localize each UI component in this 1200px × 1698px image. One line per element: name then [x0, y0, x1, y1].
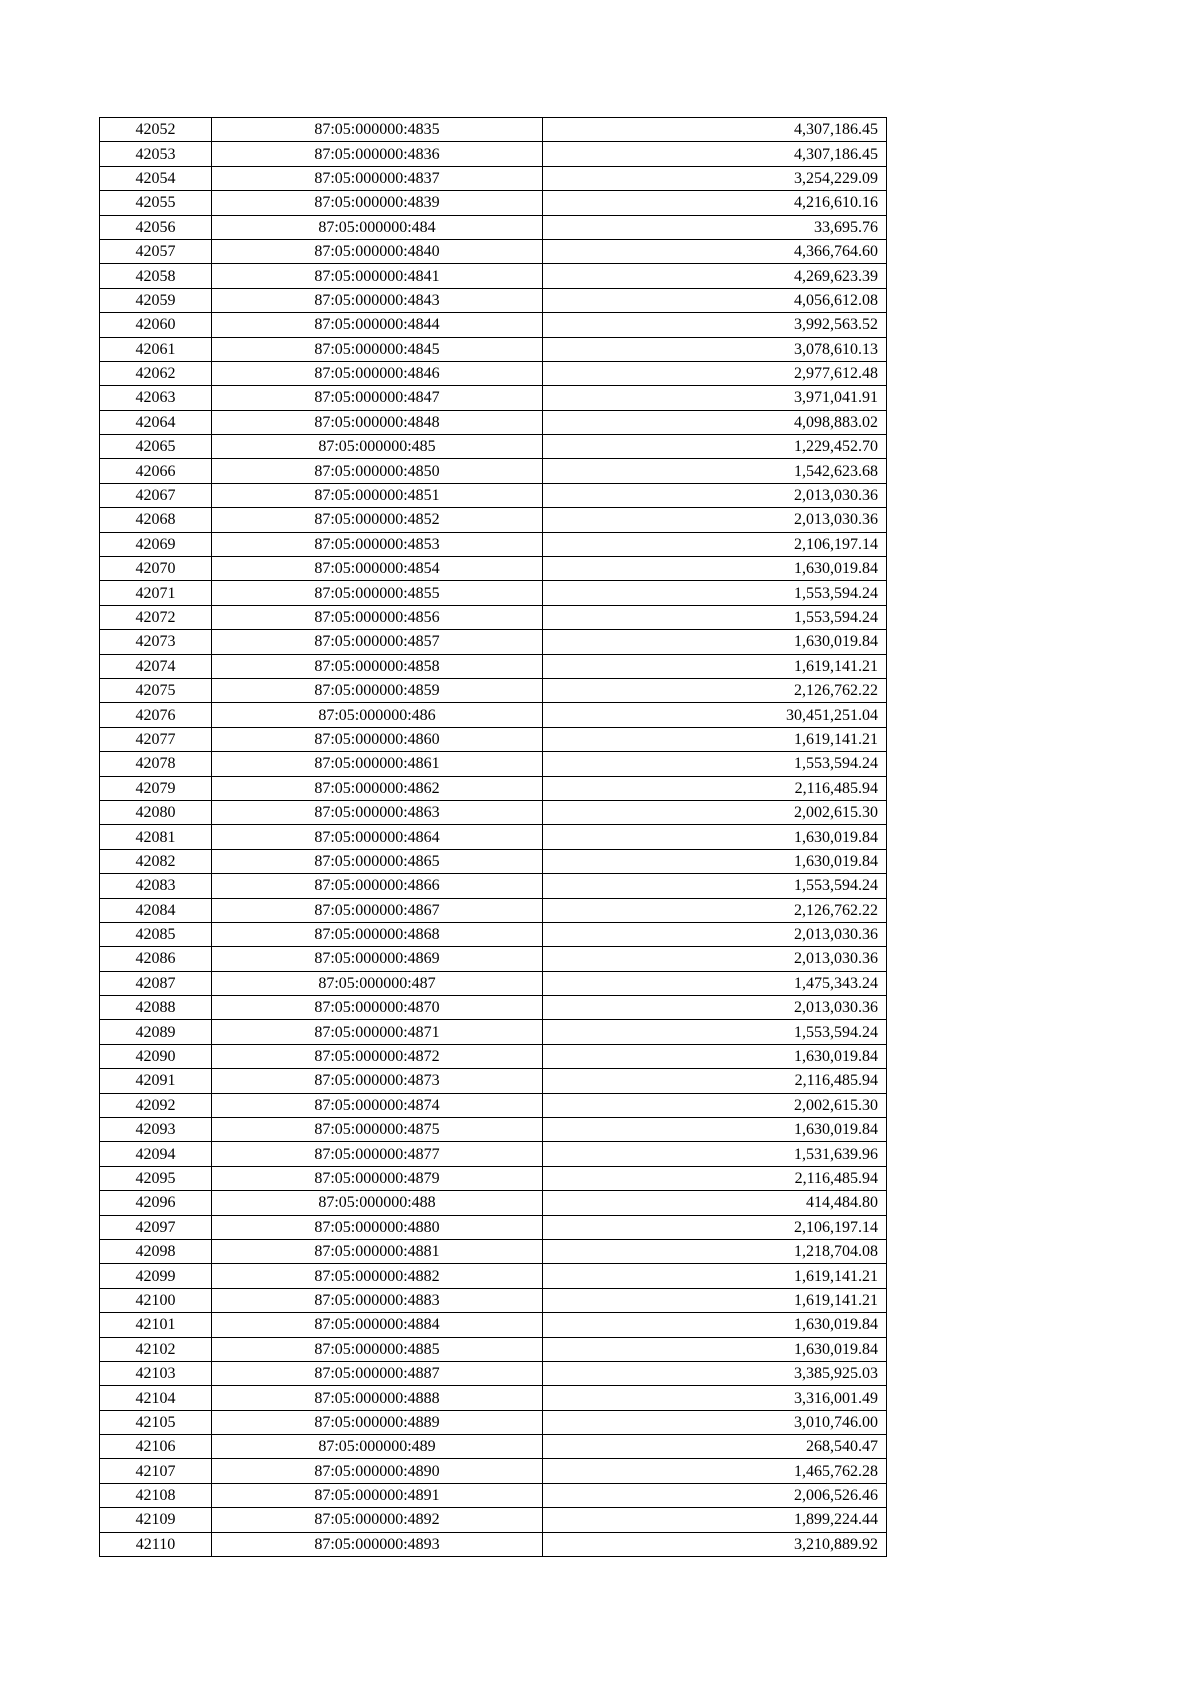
- value-cell: 1,475,343.24: [543, 971, 887, 995]
- cadastral-number-cell: 87:05:000000:487: [212, 971, 543, 995]
- table-row: [100, 191, 887, 215]
- cadastral-number-cell: 87:05:000000:4843: [212, 288, 543, 312]
- cadastral-number-cell: 87:05:000000:4867: [212, 898, 543, 922]
- row-number-cell: 42078: [100, 752, 212, 776]
- value-cell: 2,116,485.94: [543, 776, 887, 800]
- table-row: [100, 1044, 887, 1068]
- cadastral-number-cell: 87:05:000000:4845: [212, 337, 543, 361]
- cadastral-number-cell: 87:05:000000:4851: [212, 483, 543, 507]
- cadastral-number-cell: 87:05:000000:4848: [212, 410, 543, 434]
- cadastral-number-cell: 87:05:000000:4887: [212, 1361, 543, 1385]
- value-cell: 30,451,251.04: [543, 703, 887, 727]
- table-row: [100, 1239, 887, 1263]
- value-cell: 268,540.47: [543, 1435, 887, 1459]
- value-cell: 3,316,001.49: [543, 1386, 887, 1410]
- value-cell: 1,630,019.84: [543, 557, 887, 581]
- table-row: [100, 1093, 887, 1117]
- value-cell: 1,531,639.96: [543, 1142, 887, 1166]
- value-cell: 4,366,764.60: [543, 239, 887, 263]
- row-number-cell: 42093: [100, 1118, 212, 1142]
- cadastral-number-cell: 87:05:000000:4841: [212, 264, 543, 288]
- row-number-cell: 42102: [100, 1337, 212, 1361]
- value-cell: 1,630,019.84: [543, 1337, 887, 1361]
- table-row: [100, 288, 887, 312]
- row-number-cell: 42090: [100, 1044, 212, 1068]
- cadastral-number-cell: 87:05:000000:4858: [212, 654, 543, 678]
- row-number-cell: 42086: [100, 947, 212, 971]
- row-number-cell: 42058: [100, 264, 212, 288]
- value-cell: 1,619,141.21: [543, 1264, 887, 1288]
- value-cell: 1,542,623.68: [543, 459, 887, 483]
- value-cell: 4,307,186.45: [543, 142, 887, 166]
- row-number-cell: 42054: [100, 166, 212, 190]
- row-number-cell: 42053: [100, 142, 212, 166]
- cadastral-number-cell: 87:05:000000:4872: [212, 1044, 543, 1068]
- table-row: [100, 435, 887, 459]
- table-row: [100, 947, 887, 971]
- table-row: [100, 215, 887, 239]
- row-number-cell: 42110: [100, 1532, 212, 1556]
- cadastral-number-cell: 87:05:000000:4889: [212, 1410, 543, 1434]
- row-number-cell: 42065: [100, 435, 212, 459]
- row-number-cell: 42081: [100, 825, 212, 849]
- row-number-cell: 42100: [100, 1288, 212, 1312]
- table-row: [100, 1166, 887, 1190]
- row-number-cell: 42069: [100, 532, 212, 556]
- cadastral-number-cell: 87:05:000000:4853: [212, 532, 543, 556]
- row-number-cell: 42063: [100, 386, 212, 410]
- cadastral-number-cell: 87:05:000000:4839: [212, 191, 543, 215]
- table-row: [100, 508, 887, 532]
- cadastral-number-cell: 87:05:000000:4879: [212, 1166, 543, 1190]
- value-cell: 3,385,925.03: [543, 1361, 887, 1385]
- cadastral-number-cell: 87:05:000000:4852: [212, 508, 543, 532]
- table-row: [100, 1435, 887, 1459]
- table-row: [100, 1459, 887, 1483]
- row-number-cell: 42076: [100, 703, 212, 727]
- row-number-cell: 42096: [100, 1191, 212, 1215]
- value-cell: 2,013,030.36: [543, 947, 887, 971]
- value-cell: 1,229,452.70: [543, 435, 887, 459]
- cadastral-number-cell: 87:05:000000:4871: [212, 1020, 543, 1044]
- cadastral-number-cell: 87:05:000000:4854: [212, 557, 543, 581]
- table-row: [100, 313, 887, 337]
- row-number-cell: 42099: [100, 1264, 212, 1288]
- table-row: [100, 459, 887, 483]
- row-number-cell: 42061: [100, 337, 212, 361]
- row-number-cell: 42101: [100, 1313, 212, 1337]
- table-row: [100, 1313, 887, 1337]
- row-number-cell: 42064: [100, 410, 212, 434]
- row-number-cell: 42107: [100, 1459, 212, 1483]
- row-number-cell: 42091: [100, 1069, 212, 1093]
- table-row: [100, 1191, 887, 1215]
- cadastral-number-cell: 87:05:000000:4863: [212, 800, 543, 824]
- value-cell: 414,484.80: [543, 1191, 887, 1215]
- cadastral-number-cell: 87:05:000000:489: [212, 1435, 543, 1459]
- cadastral-number-cell: 87:05:000000:4882: [212, 1264, 543, 1288]
- table-row: [100, 1532, 887, 1556]
- row-number-cell: 42085: [100, 922, 212, 946]
- row-number-cell: 42095: [100, 1166, 212, 1190]
- value-cell: 1,553,594.24: [543, 1020, 887, 1044]
- value-cell: 3,210,889.92: [543, 1532, 887, 1556]
- value-cell: 2,106,197.14: [543, 1215, 887, 1239]
- value-cell: 2,126,762.22: [543, 678, 887, 702]
- table-row: [100, 581, 887, 605]
- cadastral-number-cell: 87:05:000000:4860: [212, 727, 543, 751]
- value-cell: 1,630,019.84: [543, 1118, 887, 1142]
- row-number-cell: 42087: [100, 971, 212, 995]
- cadastral-number-cell: 87:05:000000:4865: [212, 849, 543, 873]
- row-number-cell: 42105: [100, 1410, 212, 1434]
- cadastral-number-cell: 87:05:000000:4866: [212, 874, 543, 898]
- value-cell: 1,630,019.84: [543, 849, 887, 873]
- value-cell: 4,216,610.16: [543, 191, 887, 215]
- value-cell: 2,002,615.30: [543, 800, 887, 824]
- row-number-cell: 42109: [100, 1508, 212, 1532]
- value-cell: 2,013,030.36: [543, 922, 887, 946]
- value-cell: 2,002,615.30: [543, 1093, 887, 1117]
- cadastral-number-cell: 87:05:000000:4884: [212, 1313, 543, 1337]
- cadastral-number-cell: 87:05:000000:4888: [212, 1386, 543, 1410]
- table-row: [100, 1264, 887, 1288]
- cadastral-number-cell: 87:05:000000:4877: [212, 1142, 543, 1166]
- table-row: [100, 1410, 887, 1434]
- cadastral-number-cell: 87:05:000000:4837: [212, 166, 543, 190]
- cadastral-number-cell: 87:05:000000:4893: [212, 1532, 543, 1556]
- row-number-cell: 42068: [100, 508, 212, 532]
- table-row: [100, 996, 887, 1020]
- value-cell: 3,078,610.13: [543, 337, 887, 361]
- table-row: [100, 874, 887, 898]
- cadastral-number-cell: 87:05:000000:4870: [212, 996, 543, 1020]
- row-number-cell: 42082: [100, 849, 212, 873]
- cadastral-number-cell: 87:05:000000:488: [212, 1191, 543, 1215]
- cadastral-number-cell: 87:05:000000:485: [212, 435, 543, 459]
- table-row: [100, 703, 887, 727]
- row-number-cell: 42104: [100, 1386, 212, 1410]
- value-cell: 2,977,612.48: [543, 361, 887, 385]
- cadastral-number-cell: 87:05:000000:4855: [212, 581, 543, 605]
- table-body: [100, 118, 887, 1557]
- table-row: [100, 361, 887, 385]
- table-row: [100, 825, 887, 849]
- cadastral-number-cell: 87:05:000000:4846: [212, 361, 543, 385]
- table-row: [100, 410, 887, 434]
- table-row: [100, 1361, 887, 1385]
- value-cell: 1,619,141.21: [543, 727, 887, 751]
- row-number-cell: 42094: [100, 1142, 212, 1166]
- value-cell: 1,619,141.21: [543, 654, 887, 678]
- value-cell: 4,056,612.08: [543, 288, 887, 312]
- cadastral-number-cell: 87:05:000000:4835: [212, 118, 543, 142]
- table-row: [100, 557, 887, 581]
- table-row: [100, 630, 887, 654]
- table-row: [100, 971, 887, 995]
- table-row: [100, 1118, 887, 1142]
- cadastral-number-cell: 87:05:000000:4859: [212, 678, 543, 702]
- table-row: [100, 1288, 887, 1312]
- table-row: [100, 1337, 887, 1361]
- table-row: [100, 800, 887, 824]
- value-cell: 1,465,762.28: [543, 1459, 887, 1483]
- row-number-cell: 42056: [100, 215, 212, 239]
- row-number-cell: 42067: [100, 483, 212, 507]
- cadastral-number-cell: 87:05:000000:4880: [212, 1215, 543, 1239]
- value-cell: 1,619,141.21: [543, 1288, 887, 1312]
- value-cell: 2,006,526.46: [543, 1483, 887, 1507]
- value-cell: 2,106,197.14: [543, 532, 887, 556]
- table-row: [100, 166, 887, 190]
- value-cell: 2,116,485.94: [543, 1166, 887, 1190]
- value-cell: 2,013,030.36: [543, 483, 887, 507]
- cadastral-number-cell: 87:05:000000:4881: [212, 1239, 543, 1263]
- table-row: [100, 922, 887, 946]
- row-number-cell: 42071: [100, 581, 212, 605]
- cadastral-number-cell: 87:05:000000:4891: [212, 1483, 543, 1507]
- value-cell: 1,553,594.24: [543, 874, 887, 898]
- table-row: [100, 118, 887, 142]
- cadastral-number-cell: 87:05:000000:4890: [212, 1459, 543, 1483]
- value-cell: 1,630,019.84: [543, 630, 887, 654]
- value-cell: 2,116,485.94: [543, 1069, 887, 1093]
- cadastral-number-cell: 87:05:000000:484: [212, 215, 543, 239]
- row-number-cell: 42074: [100, 654, 212, 678]
- data-table: [99, 117, 887, 1557]
- cadastral-number-cell: 87:05:000000:4850: [212, 459, 543, 483]
- table-row: [100, 1069, 887, 1093]
- table-row: [100, 898, 887, 922]
- table-row: [100, 776, 887, 800]
- cadastral-number-cell: 87:05:000000:4836: [212, 142, 543, 166]
- row-number-cell: 42089: [100, 1020, 212, 1044]
- row-number-cell: 42077: [100, 727, 212, 751]
- table-row: [100, 239, 887, 263]
- row-number-cell: 42108: [100, 1483, 212, 1507]
- value-cell: 2,013,030.36: [543, 508, 887, 532]
- row-number-cell: 42103: [100, 1361, 212, 1385]
- table-row: [100, 678, 887, 702]
- cadastral-number-cell: 87:05:000000:4892: [212, 1508, 543, 1532]
- value-cell: 2,013,030.36: [543, 996, 887, 1020]
- value-cell: 1,630,019.84: [543, 825, 887, 849]
- cadastral-number-cell: 87:05:000000:4875: [212, 1118, 543, 1142]
- cadastral-number-cell: 87:05:000000:4856: [212, 605, 543, 629]
- row-number-cell: 42106: [100, 1435, 212, 1459]
- row-number-cell: 42092: [100, 1093, 212, 1117]
- cadastral-number-cell: 87:05:000000:4857: [212, 630, 543, 654]
- row-number-cell: 42070: [100, 557, 212, 581]
- row-number-cell: 42062: [100, 361, 212, 385]
- table-row: [100, 654, 887, 678]
- row-number-cell: 42072: [100, 605, 212, 629]
- cadastral-number-cell: 87:05:000000:4874: [212, 1093, 543, 1117]
- cadastral-number-cell: 87:05:000000:4840: [212, 239, 543, 263]
- cadastral-number-cell: 87:05:000000:4873: [212, 1069, 543, 1093]
- cadastral-number-cell: 87:05:000000:4844: [212, 313, 543, 337]
- value-cell: 1,553,594.24: [543, 752, 887, 776]
- cadastral-number-cell: 87:05:000000:4862: [212, 776, 543, 800]
- row-number-cell: 42097: [100, 1215, 212, 1239]
- cadastral-number-cell: 87:05:000000:486: [212, 703, 543, 727]
- table-row: [100, 1142, 887, 1166]
- row-number-cell: 42098: [100, 1239, 212, 1263]
- cadastral-number-cell: 87:05:000000:4847: [212, 386, 543, 410]
- row-number-cell: 42060: [100, 313, 212, 337]
- row-number-cell: 42075: [100, 678, 212, 702]
- cadastral-number-cell: 87:05:000000:4864: [212, 825, 543, 849]
- value-cell: 1,553,594.24: [543, 581, 887, 605]
- table-row: [100, 532, 887, 556]
- table-row: [100, 1508, 887, 1532]
- table-row: [100, 727, 887, 751]
- cadastral-number-cell: 87:05:000000:4861: [212, 752, 543, 776]
- value-cell: 1,899,224.44: [543, 1508, 887, 1532]
- cadastral-number-cell: 87:05:000000:4868: [212, 922, 543, 946]
- row-number-cell: 42059: [100, 288, 212, 312]
- table-row: [100, 483, 887, 507]
- row-number-cell: 42079: [100, 776, 212, 800]
- row-number-cell: 42083: [100, 874, 212, 898]
- value-cell: 1,553,594.24: [543, 605, 887, 629]
- value-cell: 4,098,883.02: [543, 410, 887, 434]
- table-row: [100, 264, 887, 288]
- table-row: [100, 1483, 887, 1507]
- value-cell: 1,630,019.84: [543, 1313, 887, 1337]
- table-row: [100, 1386, 887, 1410]
- value-cell: 3,010,746.00: [543, 1410, 887, 1434]
- value-cell: 3,254,229.09: [543, 166, 887, 190]
- table-row: [100, 386, 887, 410]
- row-number-cell: 42084: [100, 898, 212, 922]
- value-cell: 4,307,186.45: [543, 118, 887, 142]
- row-number-cell: 42052: [100, 118, 212, 142]
- row-number-cell: 42055: [100, 191, 212, 215]
- value-cell: 1,630,019.84: [543, 1044, 887, 1068]
- row-number-cell: 42057: [100, 239, 212, 263]
- cadastral-number-cell: 87:05:000000:4883: [212, 1288, 543, 1312]
- row-number-cell: 42088: [100, 996, 212, 1020]
- table-row: [100, 752, 887, 776]
- value-cell: 2,126,762.22: [543, 898, 887, 922]
- row-number-cell: 42073: [100, 630, 212, 654]
- cadastral-number-cell: 87:05:000000:4869: [212, 947, 543, 971]
- value-cell: 4,269,623.39: [543, 264, 887, 288]
- table-row: [100, 849, 887, 873]
- table-row: [100, 1215, 887, 1239]
- value-cell: 1,218,704.08: [543, 1239, 887, 1263]
- row-number-cell: 42066: [100, 459, 212, 483]
- value-cell: 33,695.76: [543, 215, 887, 239]
- value-cell: 3,971,041.91: [543, 386, 887, 410]
- cadastral-number-cell: 87:05:000000:4885: [212, 1337, 543, 1361]
- table-row: [100, 142, 887, 166]
- table-row: [100, 1020, 887, 1044]
- table-row: [100, 605, 887, 629]
- row-number-cell: 42080: [100, 800, 212, 824]
- value-cell: 3,992,563.52: [543, 313, 887, 337]
- table-row: [100, 337, 887, 361]
